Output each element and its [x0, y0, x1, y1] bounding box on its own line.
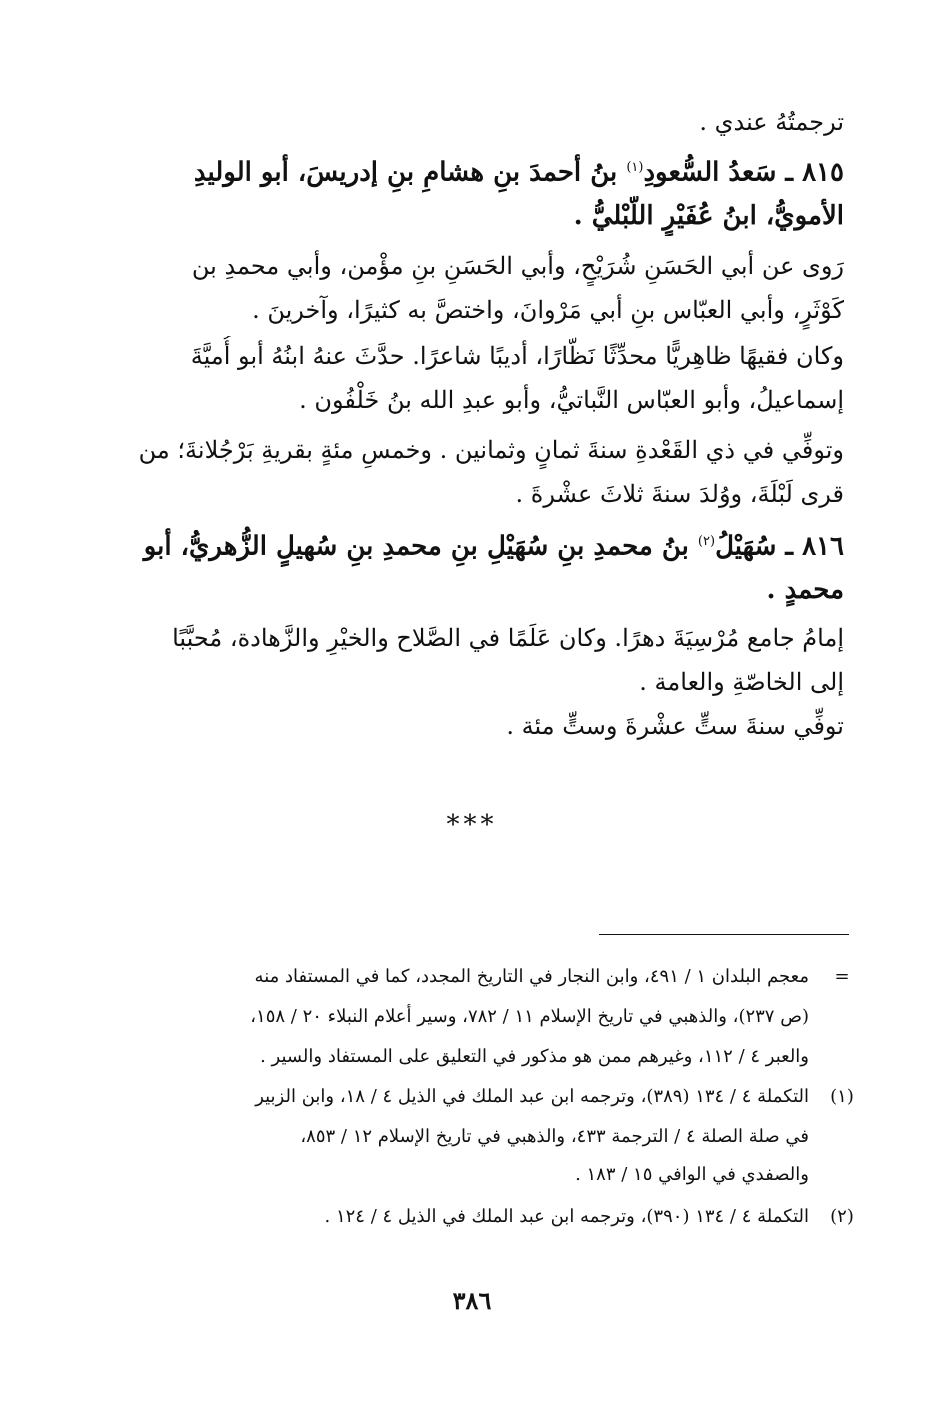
footnote-line: معجم البلدان ١ / ٤٩١، وابن النجار في التاريخ المجدد، كما في المستفاد منه — [254, 966, 809, 987]
footnote-1-mark: (١) — [830, 1086, 854, 1107]
text-line: توفِّي سنةَ ستٍّ عشْرةَ وستٍّ مئة . — [506, 712, 844, 740]
entry-number-name: ٨١٥ ـ سَعدُ السُّعودِ — [643, 157, 844, 188]
footnote-line: التكملة ٤ / ١٣٤ (٣٩٠)، وترجمه ابن عبد الملك في الذيل ٤ / ١٢٤ . — [324, 1206, 809, 1227]
footnote-line: (ص ٢٣٧)، والذهبي في تاريخ الإسلام ١١ / ٧٨٢، وسير أعلام النبلاء ٢٠ / ١٥٨، — [250, 1006, 809, 1027]
entry-815-heading-cont: الأمويُّ، ابنُ عُفَيْرٍ اللَّبْليُّ . — [573, 201, 844, 231]
text-line: إسماعيلُ، وأبو العبّاس النَّباتيُّ، وأبو عبدِ الله بنُ خَلْفُون . — [299, 386, 844, 414]
text-line: وتوفِّي في ذي القَعْدةِ سنةَ ثمانٍ وثمانين . وخمسِ مئةٍ بقريةِ بَرْجُلانةَ؛ من — [138, 436, 844, 464]
text-line: وكان فقيهًا ظاهِريًّا محدِّثًا نَظّارًا، أديبًا شاعرًا. حدَّثَ عنهُ ابنُهُ أبو أُميَّةَ — [190, 342, 844, 370]
footnote-line: في صلة الصلة ٤ / الترجمة ٤٣٣، والذهبي في تاريخ الإسلام ١٢ / ٨٥٣، — [300, 1126, 809, 1147]
footnote-2-mark: (٢) — [830, 1206, 854, 1227]
text-line: رَوى عن أبي الحَسَنِ شُرَيْحٍ، وأبي الحَسَنِ بنِ مؤْمن، وأبي محمدِ بن — [191, 252, 844, 280]
footnote-line: التكملة ٤ / ١٣٤ (٣٨٩)، وترجمه ابن عبد الملك في الذيل ٤ / ١٨، وابن الزبير — [255, 1086, 809, 1107]
footnote-continuation-mark: = — [834, 966, 850, 987]
footnote-line: والصفدي في الوافي ١٥ / ١٨٣ . — [575, 1164, 809, 1185]
entry-lineage: بنُ أحمدَ بنِ هشامِ بنِ إدريسَ، أبو الوليدِ — [193, 157, 618, 188]
footnote-line: والعبر ٤ / ١١٢، وغيرهم ممن هو مذكور في التعليق على المستفاد والسير . — [260, 1046, 809, 1067]
entry-number-name: ٨١٦ ـ سُهَيْلُ — [715, 531, 844, 562]
text-line: إلى الخاصّةِ والعامة . — [639, 668, 844, 696]
text-line: كَوْثَرٍ، وأبي العبّاس بنِ أبي مَرْوانَ، واختصَّ به كثيرًا، وآخرينَ . — [252, 296, 844, 324]
entry-lineage: بنُ محمدِ بنِ سُهَيْلِ بنِ محمدِ بنِ سُهيلٍ الزُّهريُّ، أبو — [143, 531, 689, 562]
text-line: قرى لَبْلَةَ، ووُلدَ سنةَ ثلاثَ عشْرةَ . — [515, 480, 844, 508]
footnote-rule — [599, 934, 849, 935]
text-line: إمامُ جامع مُرْسِيَةَ دهرًا. وكان عَلَمًا في الصَّلاح والخيْرِ والزَّهادة، مُحبَّبًا — [172, 624, 844, 652]
entry-816-heading-cont: محمدٍ . — [766, 575, 844, 605]
footnote-ref-2[interactable]: (٢) — [697, 534, 716, 549]
footnote-ref-1[interactable]: (١) — [626, 160, 644, 175]
page-number: ٣٨٦ — [452, 1286, 492, 1315]
text-line: ترجمتُهُ عندي . — [699, 108, 844, 136]
section-separator: *** — [446, 810, 498, 840]
entry-816-heading — [100, 522, 844, 567]
entry-815-heading — [100, 148, 844, 193]
